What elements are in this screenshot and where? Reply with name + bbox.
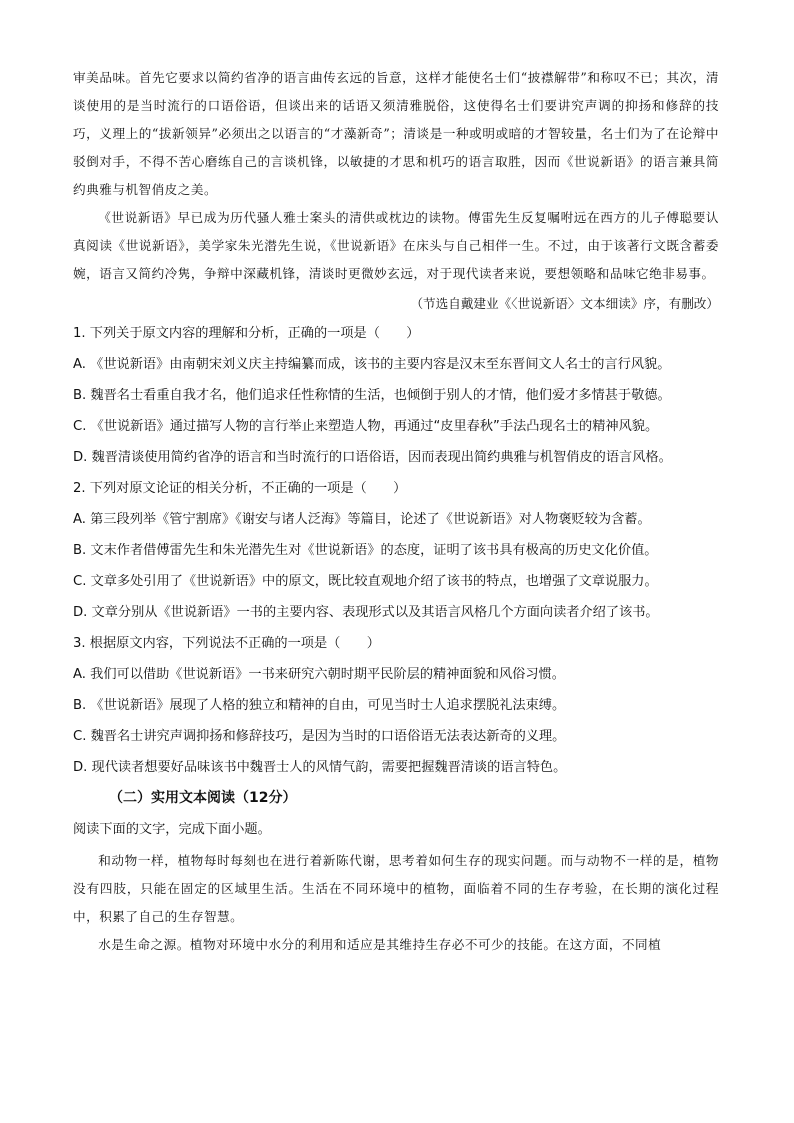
option-b: B. 《世说新语》展现了人格的独立和精神的自由，可见当时士人追求摆脱礼法束缚。 bbox=[73, 698, 566, 713]
section-instruction: 阅读下面的文字，完成下面小题。 bbox=[73, 822, 271, 837]
option-d: D. 魏晋清谈使用简约省净的语言和当时流行的口语俗语，因而表现出简约典雅与机智俏皮的语言风格。 bbox=[73, 450, 672, 465]
passage-paragraph: 审美品味。首先它要求以简约省净的语言曲传玄远的旨意，这样才能使名士们“披襟解带”和称叹不已；其次，清谈使用的是当时流行的口语俗语，但谈出来的话语又须清雅脱俗，这使得名士们要讲究声调的抑扬和修辞的技巧，义理上的“拔新领异”必须出之以语言的“才藻新奇”；清谈是一种或明或暗的才智较量，名士们为了在论辩中驳倒对手，不得不苦心磨练自己的言谈机锋，以敏捷的才思和机巧的语言取胜，因而《世说新语》的语言兼具简约典雅与机智俏皮之美。 bbox=[73, 70, 719, 197]
question-3 bbox=[73, 628, 719, 783]
question-stem: 1. 下列关于原文内容的理解和分析，正确的一项是（ ） bbox=[73, 326, 420, 341]
option-c: C. 魏晋名士讲究声调抑扬和修辞技巧，是因为当时的口语俗语无法表达新奇的义理。 bbox=[73, 729, 566, 744]
option-a: A. 我们可以借助《世说新语》一书来研究六朝时期平民阶层的精神面貌和风俗习惯。 bbox=[73, 667, 565, 682]
question-stem: 3. 根据原文内容，下列说法不正确的一项是（ ） bbox=[73, 636, 380, 651]
option-a: A. 《世说新语》由南朝宋刘义庆主持编纂而成，该书的主要内容是汉末至东晋间文人名士的言行风貌。 bbox=[73, 357, 671, 372]
passage-paragraph: 《世说新语》早已成为历代骚人雅士案头的清供或枕边的读物。傅雷先生反复嘱咐远在西方的儿子傅聪要认真阅读《世说新语》，美学家朱光潜先生说，《世说新语》在床头与自己相伴一生。不过，由于该著行文既含蓄委婉，语言又简约冷隽，争辩中深藏机锋，清谈时更微妙玄远，对于现代读者来说，要想领略和品味它绝非易事。 bbox=[73, 210, 719, 281]
option-a: A. 第三段列举《管宁割席》《谢安与诸人泛海》等篇目，论述了《世说新语》对人物褒贬较为含蓄。 bbox=[73, 512, 651, 527]
passage-source: （节选自戴建业《〈世说新语〉文本细读》序，有删改） bbox=[410, 296, 719, 311]
passage-paragraph: 和动物一样，植物每时每刻也在进行着新陈代谢，思考着如何生存的现实问题。而与动物不一样的是，植物没有四肢，只能在固定的区域里生活。生活在不同环境中的植物，面临着不同的生存考验，在长期的演化过程中，积累了自己的生存智慧。 bbox=[73, 853, 719, 924]
question-2 bbox=[73, 473, 719, 628]
option-b: B. 文末作者借傅雷先生和朱光潜先生对《世说新语》的态度，证明了该书具有极高的历史文化价值。 bbox=[73, 543, 658, 558]
section-heading: （二）实用文本阅读（12分） bbox=[109, 790, 297, 806]
passage-paragraph: 水是生命之源。植物对环境中水分的利用和适应是其维持生存必不可少的技能。在这方面，不同植 bbox=[98, 937, 662, 952]
question-1 bbox=[73, 318, 719, 473]
option-c: C. 《世说新语》通过描写人物的言行举止来塑造人物，再通过“皮里春秋”手法凸现名士的精神风貌。 bbox=[73, 419, 659, 434]
option-d: D. 现代读者想要好品味该书中魏晋士人的风情气韵，需要把握魏晋清谈的语言特色。 bbox=[73, 760, 567, 775]
option-d: D. 文章分别从《世说新语》一书的主要内容、表现形式以及其语言风格几个方面向读者介绍了该书。 bbox=[73, 605, 659, 620]
document-page bbox=[73, 64, 719, 959]
option-b: B. 魏晋名士看重自我才名，他们追求任性称情的生活，也倾倒于别人的才情，他们爱才多情甚于敬德。 bbox=[73, 388, 671, 403]
option-c: C. 文章多处引用了《世说新语》中的原文，既比较直观地介绍了该书的特点，也增强了文章说服力。 bbox=[73, 574, 658, 589]
question-stem: 2. 下列对原文论证的相关分析，不正确的一项是（ ） bbox=[73, 481, 407, 496]
